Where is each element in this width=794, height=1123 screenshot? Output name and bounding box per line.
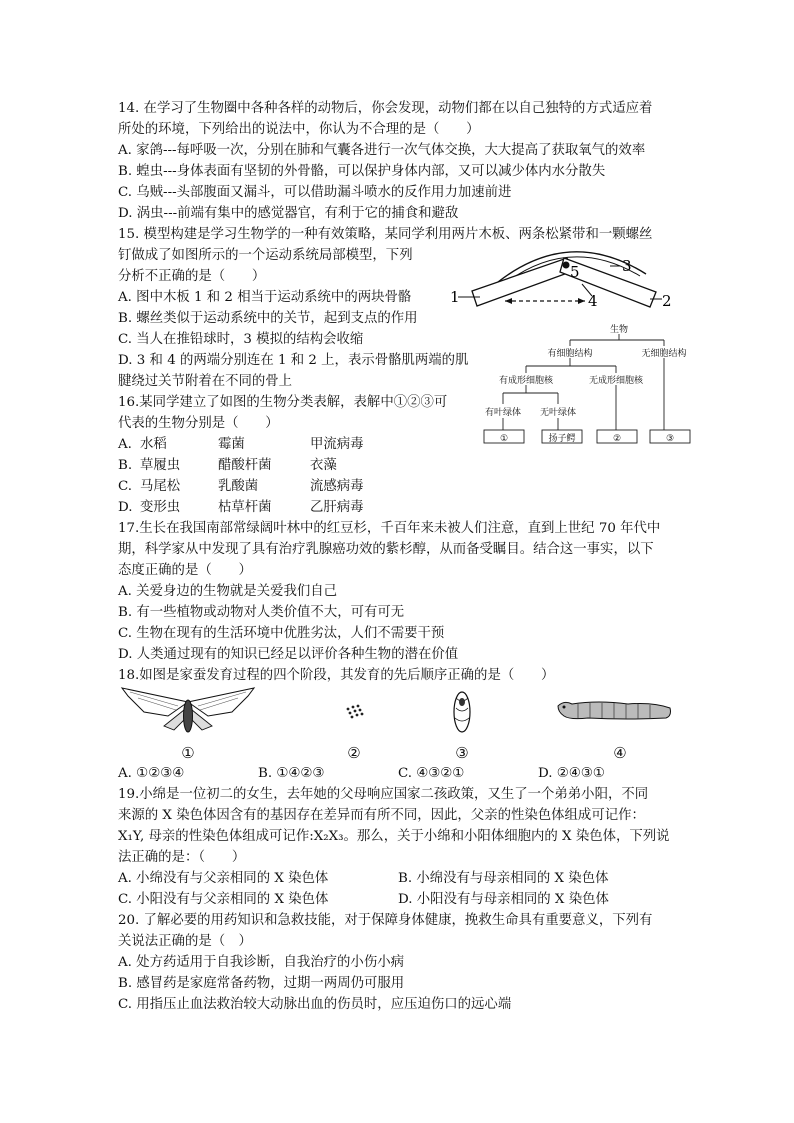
q17-stem-line: 17.生长在我国南部常绿阔叶林中的红豆杉，千百年来未被人们注意，直到上世纪 70 年代中: [118, 521, 661, 536]
q20-stem-line: 20. 了解必要的用药知识和急救技能，对于保障身体健康，挽救生命具有重要意义，下列有: [118, 913, 653, 928]
q19-option-c: C. 小阳没有与父亲相同的 X 染色体: [118, 892, 329, 907]
q17-stem-line: 期，科学家从中发现了具有治疗乳腺癌功效的紫杉醇，从而备受瞩目。结合这一事实，以下: [118, 542, 654, 557]
tree-root: 生物: [609, 325, 629, 335]
q18-stem: 18.如图是家蚕发育过程的四个阶段，其发育的先后顺序正确的是（ ）: [118, 668, 555, 683]
q15-stem-line: 钉做成了如图所示的一个运动系统局部模型，下列: [118, 248, 413, 263]
q15-option-d-cont: 腱绕过关节附着在不同的骨上: [118, 374, 293, 389]
figure-label-5: 5: [570, 263, 580, 281]
q15-option-b: B. 螺丝类似于运动系统中的关节，起到支点的作用: [118, 311, 418, 326]
q16-option-cell: 变形虫: [140, 500, 181, 515]
stage-label-1: ①: [181, 744, 195, 762]
tree-l2-right: 无成形细胞核: [588, 376, 644, 386]
silkworm-stages-figure: [118, 682, 678, 762]
tree-l3-right: 无叶绿体: [539, 408, 577, 418]
q18-option-d: D. ②④③①: [538, 766, 605, 781]
q14-stem-line: 所处的环境，下列给出的说法中，你认为不合理的是（ ）: [118, 122, 480, 137]
q16-option-cell: 乙肝病毒: [310, 500, 364, 515]
figure-label-2: 2: [662, 292, 672, 310]
q16-option-cell: 衣藻: [310, 458, 337, 473]
q14-option-a: A. 家鸽---每呼吸一次，分别在肺和气囊各进行一次气体交换，大大提高了获取氧气的效率: [118, 143, 646, 158]
q19-stem-line: 法正确的是：（ ）: [118, 850, 246, 865]
q19-option-a: A. 小绵没有与父亲相同的 X 染色体: [118, 871, 329, 886]
q15-stem-line: 15. 模型构建是学习生物学的一种有效策略，某同学利用两片木板、两条松紧带和一颗螺丝: [118, 227, 653, 242]
q18-option-c: C. ④③②①: [398, 766, 465, 781]
q19-stem-line: 来源的 X 染色体因含有的基因存在差异而有所不同，因此，父亲的性染色体组成可记作：: [118, 808, 645, 823]
tree-l1-left: 有细胞结构: [547, 349, 593, 359]
tree-l1-right: 无细胞结构: [641, 349, 687, 359]
q16-option-letter: D.: [118, 500, 133, 515]
q15-option-a: A. 图中木板 1 和 2 相当于运动系统中的两块骨骼: [118, 290, 412, 305]
q16-option-cell: 流感病毒: [310, 479, 364, 494]
q19-option-d: D. 小阳没有与母亲相同的 X 染色体: [398, 892, 609, 907]
q16-stem-line: 16.某同学建立了如图的生物分类表解，表解中①②③可: [118, 395, 448, 410]
q16-option-letter: C.: [118, 479, 133, 494]
q20-option-c: C. 用指压止血法救治较大动脉出血的伤员时，应压迫伤口的远心端: [118, 997, 512, 1012]
tree-l3-left: 有叶绿体: [484, 408, 522, 418]
tree-l2-left: 有成形细胞核: [498, 376, 554, 386]
q18-option-b: B. ①④②③: [258, 766, 325, 781]
q16-option-letter: B.: [118, 458, 133, 473]
tree-box-1: ①: [499, 434, 509, 444]
joint-model-figure: [450, 244, 690, 324]
q18-option-a: A. ①②③④: [118, 766, 185, 781]
q14-option-b: B. 蝗虫---身体表面有坚韧的外骨骼，可以保护身体内部，又可以减少体内水分散失: [118, 164, 606, 179]
q16-option-cell: 霉菌: [218, 437, 245, 452]
stage-label-2: ②: [347, 744, 361, 762]
stage-label-3: ③: [455, 744, 469, 762]
q15-option-d: D. 3 和 4 的两端分别连在 1 和 2 上，表示骨骼肌两端的肌: [118, 353, 469, 368]
q16-option-cell: 草履虫: [140, 458, 181, 473]
pupa-icon: [454, 692, 470, 732]
q17-stem-line: 态度正确的是（ ）: [118, 563, 252, 578]
q14-option-c: C. 乌贼---头部腹面又漏斗，可以借助漏斗喷水的反作用力加速前进: [118, 185, 512, 200]
q19-stem-line: 19.小绵是一位初二的女生，去年她的父母响应国家二孩政策，又生了一个弟弟小阳，不同: [118, 787, 649, 802]
board-1: [472, 258, 573, 306]
q16-option-letter: A.: [118, 437, 132, 452]
tree-box-4: ③: [665, 434, 675, 444]
q14-option-d: D. 涡虫---前端有集中的感觉器官，有利于它的捕食和避敌: [118, 206, 459, 221]
q17-option-c: C. 生物在现有的生活环境中优胜劣汰，人们不需要干预: [118, 626, 445, 641]
eggs-icon: [347, 705, 364, 719]
q16-option-cell: 乳酸菌: [218, 479, 259, 494]
figure-label-3: 3: [622, 257, 632, 275]
q17-option-b: B. 有一些植物或动物对人类价值不大，可有可无: [118, 605, 405, 620]
q17-option-d: D. 人类通过现有的知识已经足以评价各种生物的潜在价值: [118, 647, 459, 662]
q19-stem-line: X₁Y, 母亲的性染色体组成可记作:X₂X₃。那么，关于小绵和小阳体细胞内的 X 染色体，下列说: [118, 829, 670, 844]
q19-option-b: B. 小绵没有与母亲相同的 X 染色体: [398, 871, 609, 886]
q16-option-cell: 甲流病毒: [310, 437, 364, 452]
figure-label-4: 4: [588, 292, 598, 310]
q14-stem-line: 14. 在学习了生物圈中各种各样的动物后，你会发现，动物们都在以自己独特的方式适应着: [118, 101, 653, 116]
moth-icon: [122, 688, 254, 732]
q20-stem-line: 关说法正确的是（ ）: [118, 934, 252, 949]
tree-box-2: 扬子鳄: [548, 434, 576, 444]
q15-option-c: C. 当人在推铅球时，3 模拟的结构会收缩: [118, 332, 364, 347]
q16-option-cell: 枯草杆菌: [218, 500, 272, 515]
q20-option-a: A. 处方药适用于自我诊断，自我治疗的小伤小病: [118, 955, 404, 970]
q16-option-cell: 水稻: [140, 437, 167, 452]
tree-box-3: ②: [612, 434, 622, 444]
q15-stem-line: 分析不正确的是（ ）: [118, 269, 266, 284]
q20-option-b: B. 感冒药是家庭常备药物，过期一两周仍可服用: [118, 976, 405, 991]
classification-tree-figure: [478, 322, 698, 446]
larva-icon: [558, 702, 671, 719]
stage-label-4: ④: [613, 744, 627, 762]
q16-option-cell: 马尾松: [140, 479, 181, 494]
figure-label-1: 1: [450, 288, 460, 306]
screw-5: [563, 262, 570, 269]
q16-option-cell: 醋酸杆菌: [218, 458, 272, 473]
q16-stem-line: 代表的生物分别是（ ）: [118, 416, 279, 431]
q17-option-a: A. 关爱身边的生物就是关爱我们自己: [118, 584, 338, 599]
